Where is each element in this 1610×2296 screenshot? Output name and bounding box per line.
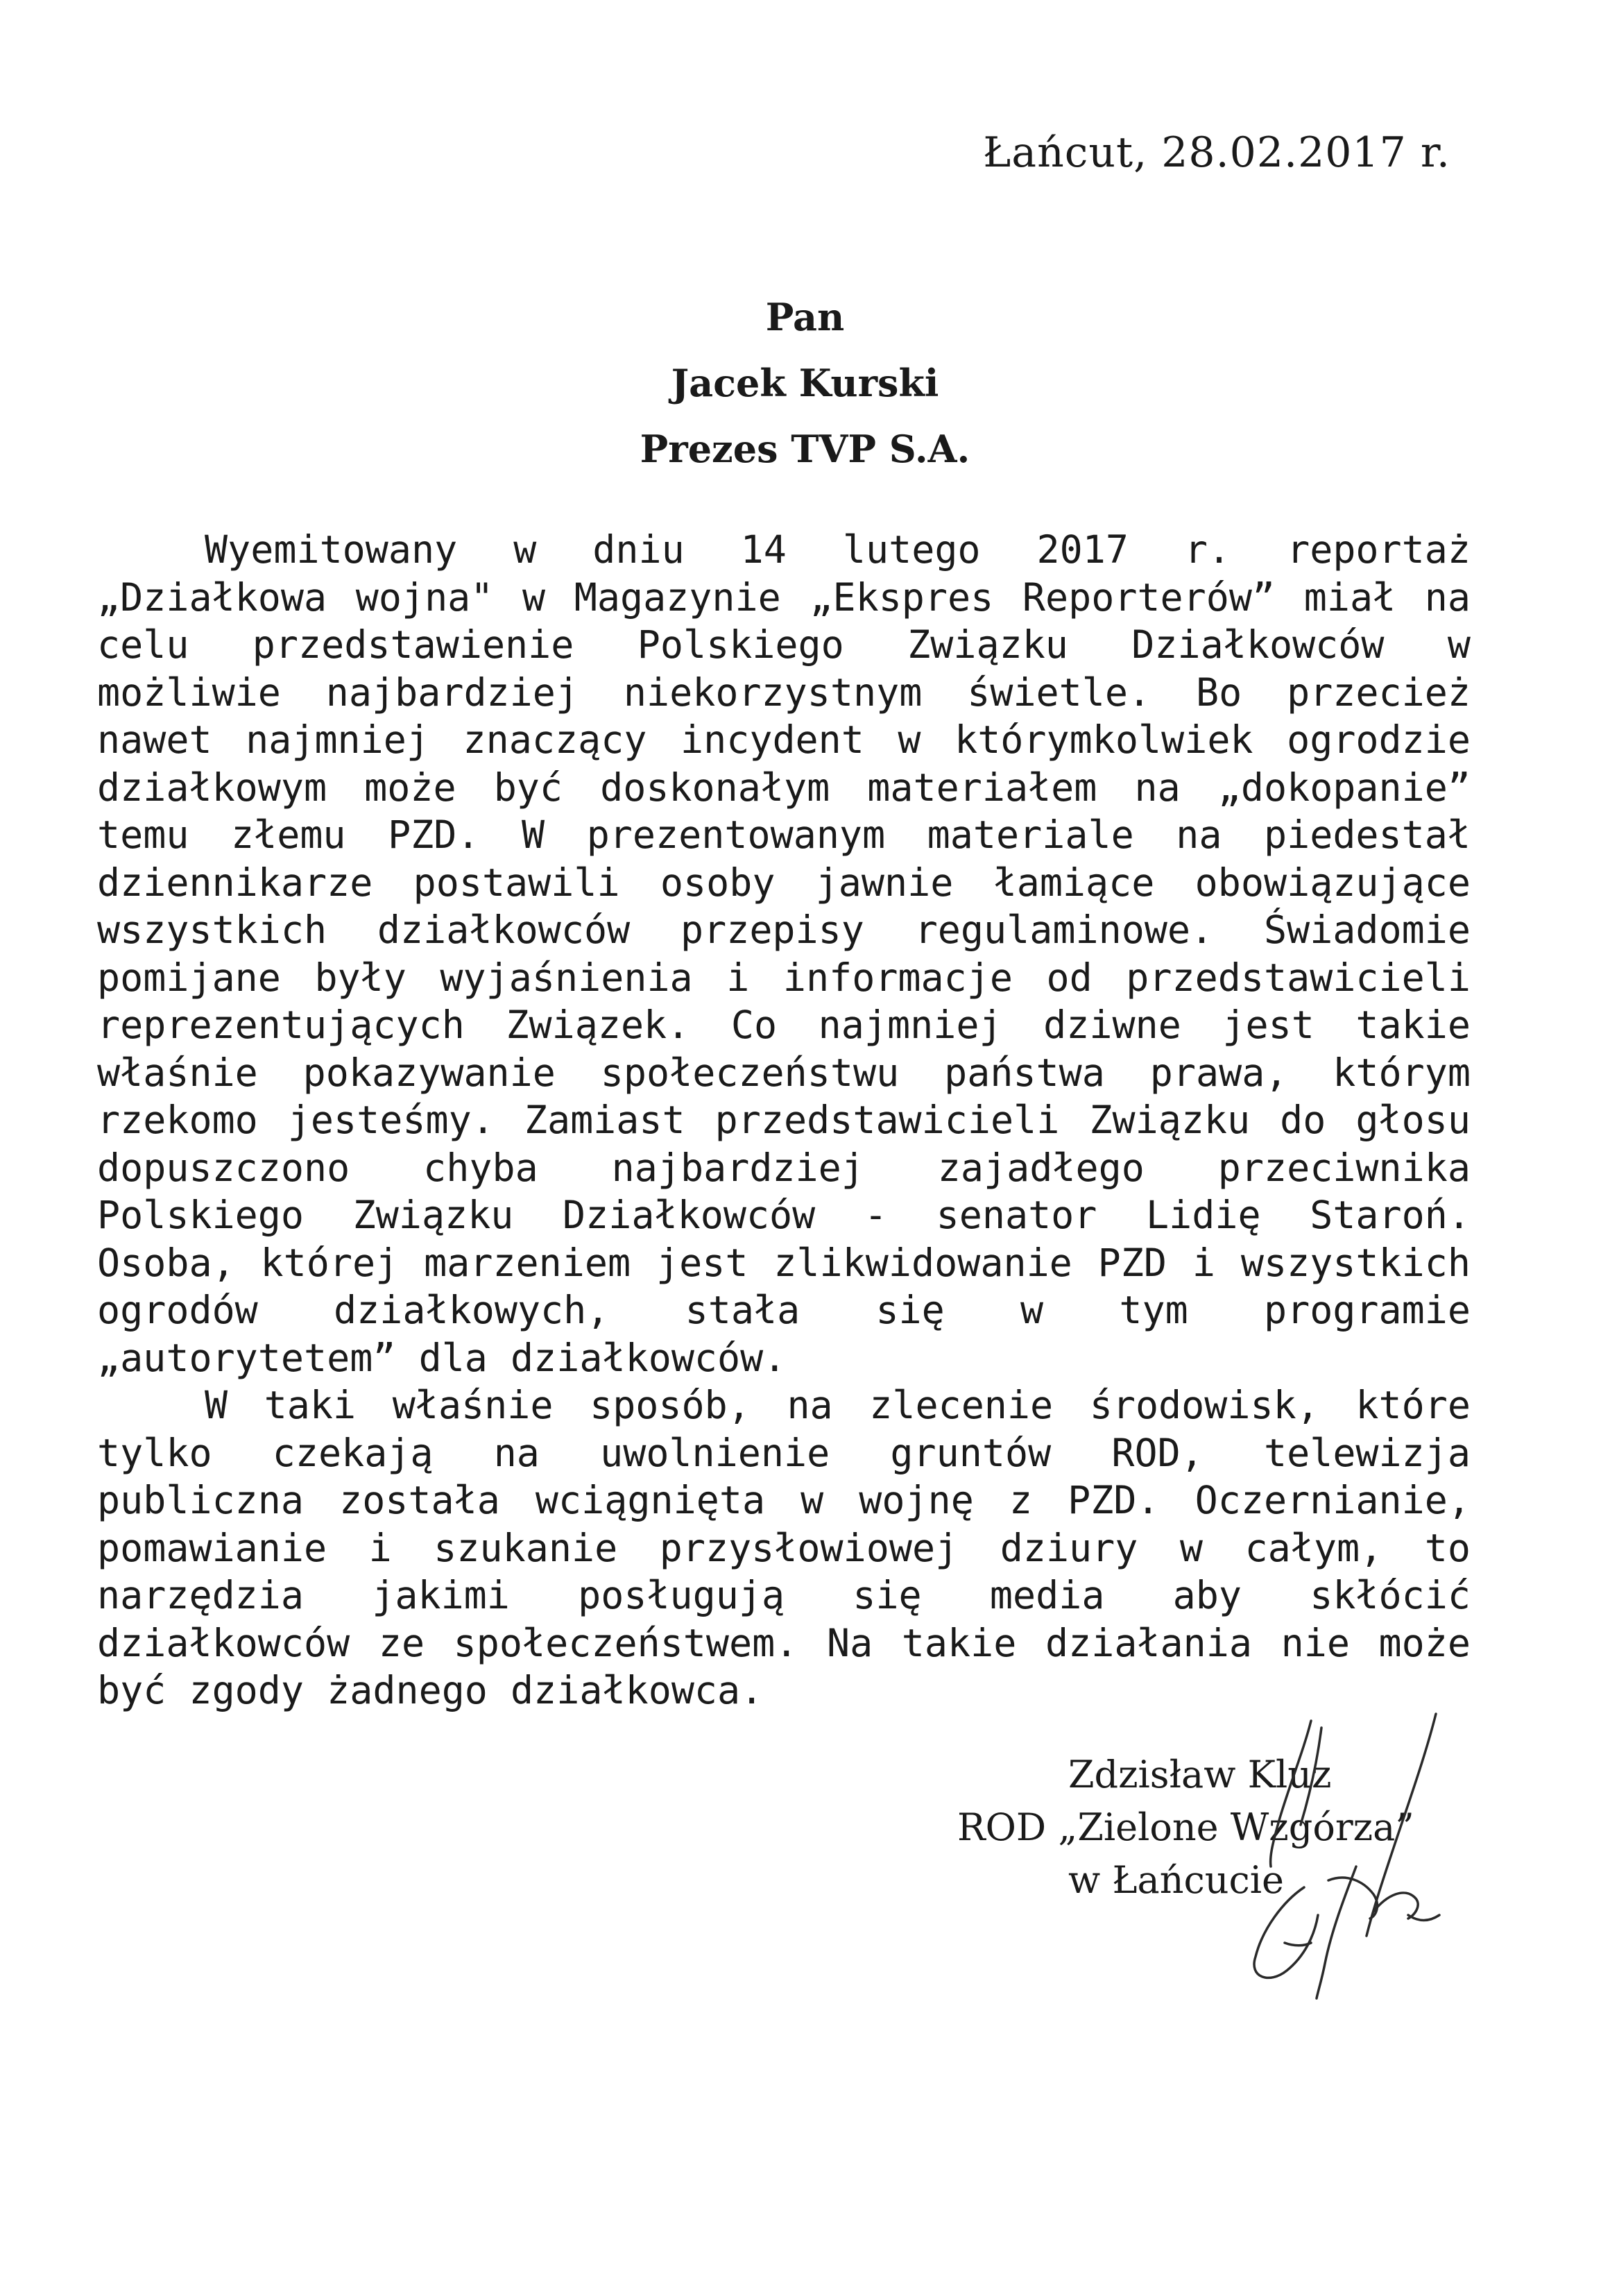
signatory-name: Zdzisław Kluz [1068, 1753, 1332, 1796]
place-date: Łańcut, 28.02.2017 r. [983, 128, 1450, 177]
paragraph-1: Wyemitowany w dniu 14 lutego 2017 r. reportaż „Działkowa wojna" w Magazynie „Ekspres Reporterów” miał na celu przedstawienie Polskiego Związku Działkowców w możliwie najbardziej niekorzystnym świetle. Bo przecież nawet najmniej znaczący incydent w którymkolwiek ogrodzie działkowym może być doskonałym materiałem na „dokopanie” temu złemu PZD. W prezentowanym materiale na piedestał dziennikarze postawili osoby jawnie łamiące obowiązujące wszystkich działkowców przepisy regulaminowe. Świadomie pomijane były wyjaśnienia i informacje od przedstawicieli reprezentujących Związek. Co najmniej dziwne jest takie właśnie pokazywanie społeczeństwu państwa prawa, którym rzekomo jesteśmy. Zamiast przedstawicieli Związku do głosu dopuszczono chyba najbardziej zajadłego przeciwnika Polskiego Związku Działkowców - senator Lidię Staroń. Osoba, której marzeniem jest zlikwidowanie PZD i wszystkich ogrodów działkowych, stała się w tym programie „autorytetem” dla działkowców. [97, 527, 1471, 1380]
signatory-organization: ROD „Zielone Wzgórza” [957, 1805, 1414, 1849]
signatory-town: w Łańcucie [1068, 1858, 1284, 1902]
addressee-position: Prezes TVP S.A. [640, 427, 970, 471]
letter-body [97, 526, 1471, 1715]
addressee-block [0, 284, 1610, 482]
handwritten-signature-icon [1207, 1707, 1471, 2005]
addressee-title: Pan [765, 295, 845, 339]
paragraph-2: W taki właśnie sposób, na zlecenie środowisk, które tylko czekają na uwolnienie gruntów ROD, telewizja publiczna została wciągnięta w wojnę z PZD. Oczernianie, pomawianie i szukanie przysłowiowej dziury w całym, to narzędzia jakimi posługują się media aby skłócić działkowców ze społeczeństwem. Na takie działania nie może być zgody żadnego działkowca. [97, 1383, 1471, 1712]
addressee-name: Jacek Kurski [671, 361, 939, 405]
